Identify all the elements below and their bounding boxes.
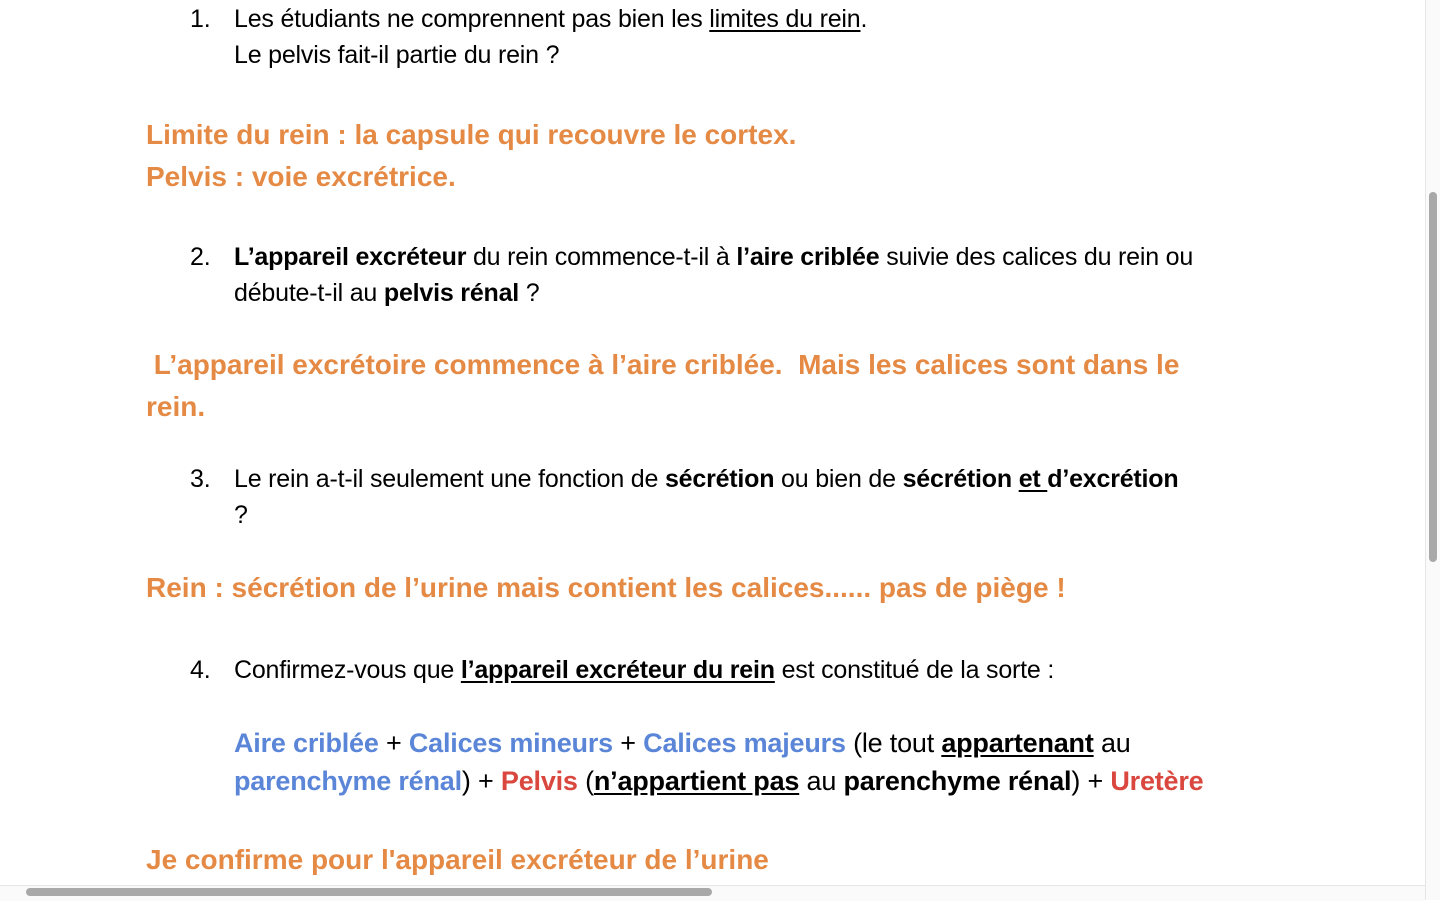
formula-text: au <box>1093 728 1131 758</box>
question-text-part: Le rein a-t-il seulement une fonction de <box>234 465 665 493</box>
answer-line: rein. <box>146 391 206 422</box>
question-bold-underlined: l’appareil excréteur du rein <box>460 656 775 684</box>
vertical-scrollbar-thumb[interactable] <box>1429 192 1437 562</box>
question-bold: L’appareil excréteur <box>234 243 467 271</box>
answer-line: Pelvis : voie excrétrice. <box>146 161 456 192</box>
answer-line: Limite du rein : la capsule qui recouvre le cortex. <box>146 119 797 150</box>
formula-emphasis: appartenant <box>941 728 1094 758</box>
answer-line: Je confirme pour l'appareil excréteur de l’urine <box>146 844 769 875</box>
excretory-formula <box>234 724 1294 800</box>
answer-line: Rein : sécrétion de l’urine mais contient les calices...... pas de piège ! <box>146 572 1066 603</box>
formula-term: parenchyme rénal <box>234 766 462 796</box>
question-text-part: Confirmez-vous que <box>234 656 461 684</box>
question-bold: pelvis rénal <box>383 279 520 307</box>
formula-term-red: Pelvis <box>500 766 578 796</box>
question-text-part: ou bien de <box>774 465 903 493</box>
question-text <box>234 239 1274 311</box>
answer-2 <box>146 344 1246 428</box>
question-text-part: . <box>860 5 868 33</box>
formula-text: ( <box>577 766 594 796</box>
question-bold: d’excrétion <box>1047 465 1179 493</box>
question-text-part: suivie des calices du rein ou <box>879 243 1194 271</box>
question-text <box>234 461 1274 533</box>
question-text-line: Le pelvis fait-il partie du rein ? <box>234 41 560 69</box>
question-bold: sécrétion <box>664 465 775 493</box>
answer-3 <box>146 567 1246 609</box>
question-text <box>234 652 1274 688</box>
horizontal-scrollbar-thumb[interactable] <box>26 888 712 896</box>
formula-bold: parenchyme rénal <box>843 766 1072 796</box>
formula-term-red: Uretère <box>1110 766 1204 796</box>
list-number: 3. <box>190 465 211 493</box>
formula-text: (le tout <box>845 728 942 758</box>
formula-operator: ) + <box>461 766 501 796</box>
formula-term: Calices majeurs <box>643 728 846 758</box>
question-text-line: ? <box>234 501 248 529</box>
question-text-part: est constitué de la sorte : <box>774 656 1055 684</box>
answer-4 <box>146 839 1246 881</box>
formula-text: au <box>799 766 844 796</box>
question-bold: l’aire criblée <box>736 243 880 271</box>
formula-term: Calices mineurs <box>408 728 613 758</box>
question-bold: sécrétion <box>902 465 1019 493</box>
question-text-part: du rein commence-t-il à <box>466 243 737 271</box>
list-number: 2. <box>190 243 211 271</box>
question-text-part: Les étudiants ne comprennent pas bien les <box>234 5 710 33</box>
formula-emphasis: n’appartient pas <box>593 766 800 796</box>
question-text <box>234 1 1274 73</box>
formula-term: Aire criblée <box>234 728 379 758</box>
question-text-part: débute-t-il au <box>234 279 384 307</box>
answer-line: L’appareil excrétoire commence à l’aire criblée. Mais les calices sont dans le <box>146 349 1180 380</box>
answer-1 <box>146 114 1246 198</box>
formula-operator: + <box>612 728 644 758</box>
list-number: 1. <box>190 5 211 33</box>
question-underlined: limites du rein <box>709 5 861 33</box>
list-number: 4. <box>190 656 211 684</box>
question-text-part: ? <box>519 279 540 307</box>
formula-operator: ) + <box>1071 766 1111 796</box>
formula-operator: + <box>378 728 409 758</box>
question-bold-underlined: et <box>1018 465 1048 493</box>
